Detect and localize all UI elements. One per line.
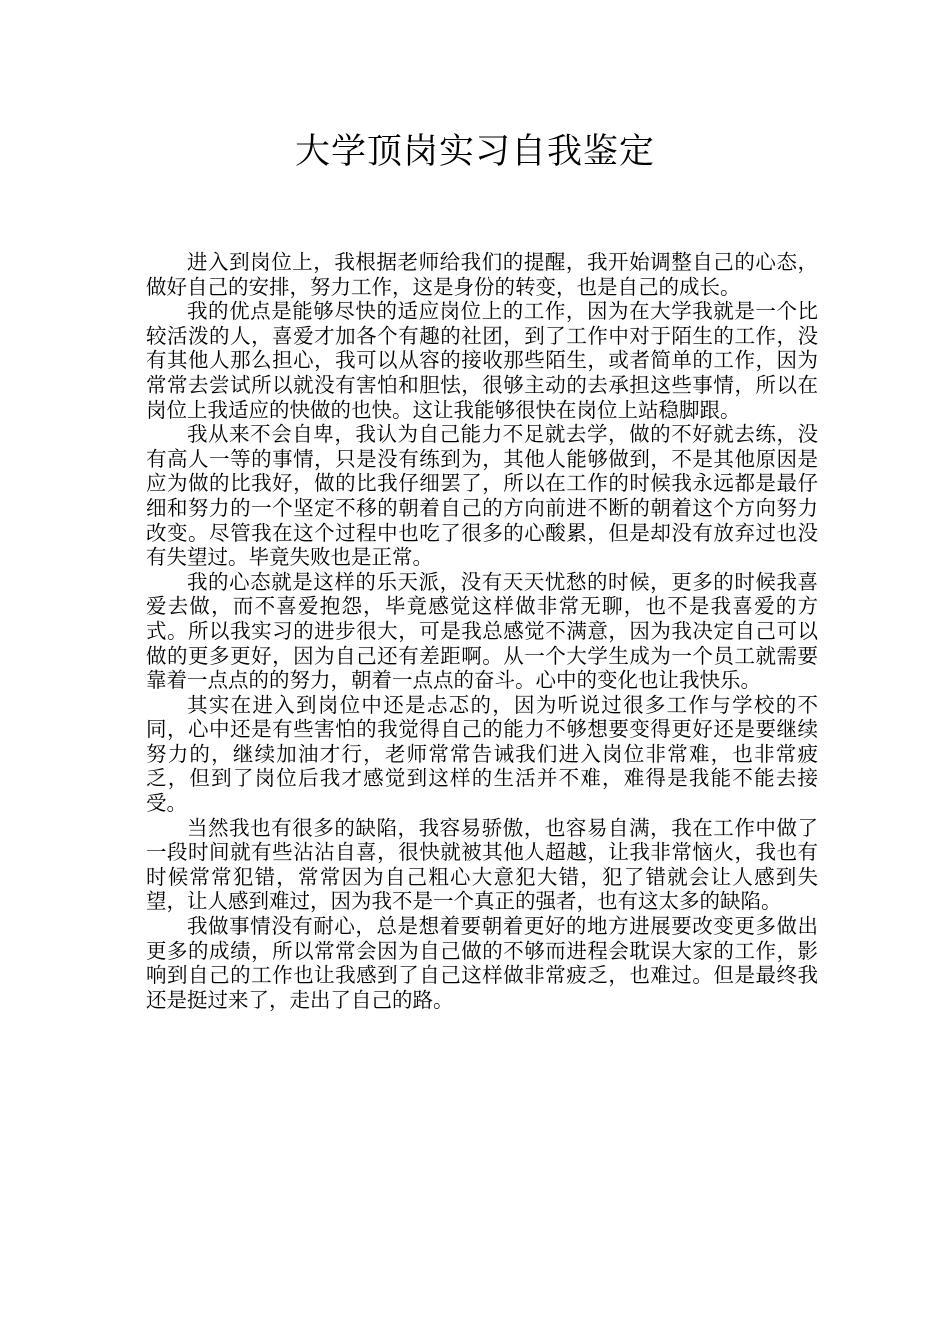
- paragraph: 进入到岗位上，我根据老师给我们的提醒，我开始调整自己的心态，做好自己的安排，努力工作，这是身份的转变，也是自己的成长。: [146, 250, 818, 299]
- paragraph: 我从来不会自卑，我认为自己能力不足就去学，做的不好就去练，没有高人一等的事情，只是没有练到为，其他人能够做到，不是其他原因是应为做的比我好，做的比我仔细罢了，所以在工作的时候我永远都是最仔细和努力的一个坚定不移的朝着自己的方向前进不断的朝着这个方向努力改变。尽管我在这个过程中也吃了很多的心酸累，但是却没有放弃过也没有失望过。毕竟失败也是正常。: [146, 422, 818, 570]
- document-title: 大学顶岗实习自我鉴定: [294, 132, 655, 172]
- paragraph: 我的优点是能够尽快的适应岗位上的工作，因为在大学我就是一个比较活泼的人，喜爱才加各个有趣的社团，到了工作中对于陌生的工作，没有其他人那么担心，我可以从容的接收那些陌生，或者简单的工作，因为常常去尝试所以就没有害怕和胆怯，很够主动的去承担这些事情，所以在岗位上我适应的快做的也快。这让我能够很快在岗位上站稳脚跟。: [146, 299, 818, 422]
- document-body: [146, 250, 818, 1012]
- paragraph: 我做事情没有耐心，总是想着要朝着更好的地方进展要改变更多做出更多的成绩，所以常常会因为自己做的不够而进程会耽误大家的工作，影响到自己的工作也让我感到了自己这样做非常疲乏，也难过。但是最终我还是挺过来了，走出了自己的路。: [146, 914, 818, 1012]
- paragraph: 当然我也有很多的缺陷，我容易骄傲，也容易自满，我在工作中做了一段时间就有些沾沾自喜，很快就被其他人超越，让我非常恼火，我也有时候常常犯错，常常因为自己粗心大意犯大错，犯了错就会让人感到失望，让人感到难过，因为我不是一个真正的强者，也有这太多的缺陷。: [146, 815, 818, 914]
- paragraph: 其实在进入到岗位中还是忐忑的，因为听说过很多工作与学校的不同，心中还是有些害怕的我觉得自己的能力不够想要变得更好还是要继续努力的，继续加油才行，老师常常告诫我们进入岗位非常难，也非常疲乏，但到了岗位后我才感觉到这样的生活并不难，难得是我能不能去接受。: [146, 692, 818, 816]
- paragraph: 我的心态就是这样的乐天派，没有天天忧愁的时候，更多的时候我喜爱去做，而不喜爱抱怨，毕竟感觉这样做非常无聊，也不是我喜爱的方式。所以我实习的进步很大，可是我总感觉不满意，因为我决定自己可以做的更多更好，因为自己还有差距啊。从一个大学生成为一个员工就需要靠着一点点的的努力，朝着一点点的奋斗。心中的变化也让我快乐。: [146, 569, 818, 693]
